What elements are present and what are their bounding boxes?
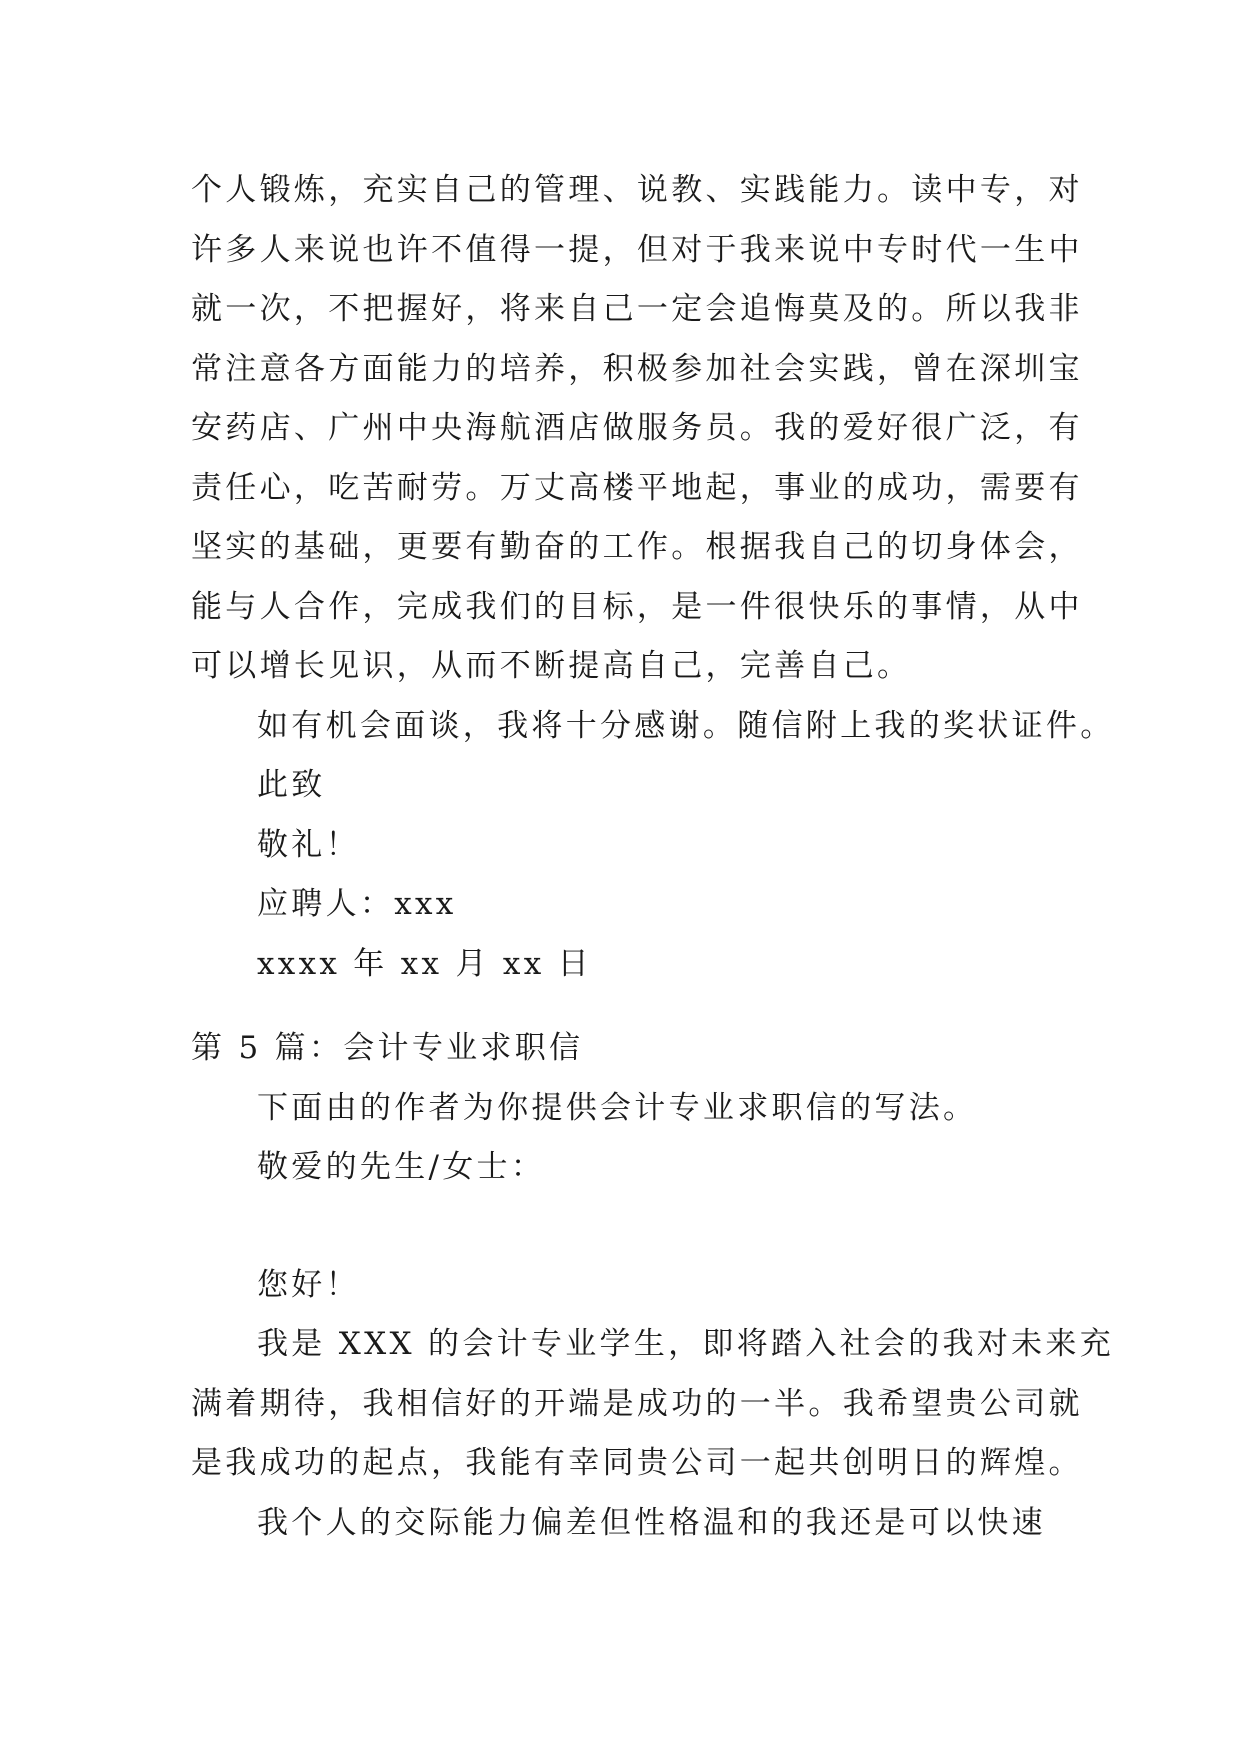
text-line: 安药店、广州中央海航酒店做服务员。我的爱好很广泛，有 xyxy=(191,410,1083,446)
spacer xyxy=(191,994,1071,1019)
salutation: 敬爱的先生/女士： xyxy=(257,1149,546,1185)
closing-phrase: 此致 xyxy=(257,767,326,803)
paragraph-self-introduction xyxy=(191,161,1083,697)
interview-thanks: 如有机会面谈，我将十分感谢。随信附上我的奖状证件。 xyxy=(257,707,1115,744)
greeting: 您好！ xyxy=(257,1266,360,1303)
text-line: 可以增长见识，从而不断提高自己，完善自己。 xyxy=(191,648,912,684)
text-line: 常注意各方面能力的培养，积极参加社会实践，曾在深圳宝 xyxy=(191,350,1083,387)
document-body xyxy=(191,161,1115,1553)
spacer xyxy=(191,1198,1071,1256)
text-line: 就一次，不把握好，将来自己一定会追悔莫及的。所以我非 xyxy=(191,291,1083,327)
paragraph-personal-ability: 我个人的交际能力偏差但性格温和的我还是可以快速 xyxy=(257,1504,1046,1541)
text-line: 个人锻炼，充实自己的管理、说教、实践能力。读中专，对 xyxy=(191,172,1083,208)
section-title: 第 5 篇：会计专业求职信 xyxy=(191,1030,584,1066)
paragraph-accounting-student xyxy=(191,1315,1115,1494)
text-line: 满着期待，我相信好的开端是成功的一半。我希望贵公司就 xyxy=(191,1385,1083,1422)
section-intro: 下面由的作者为你提供会计专业求职信的写法。 xyxy=(257,1089,978,1126)
text-line: 是我成功的起点，我能有幸同贵公司一起共创明日的辉煌。 xyxy=(191,1445,1083,1481)
text-line: 责任心，吃苦耐劳。万丈高楼平地起，事业的成功，需要有 xyxy=(191,469,1083,506)
text-line: 坚实的基础，更要有勤奋的工作。根据我自己的切身体会， xyxy=(191,529,1083,565)
applicant-signature: 应聘人：xxx xyxy=(257,886,457,922)
text-line: 许多人来说也许不值得一提，但对于我来说中专时代一生中 xyxy=(191,231,1083,268)
letter-date: xxxx 年 xx 月 xx 日 xyxy=(257,945,592,982)
text-line: 能与人合作，完成我们的目标，是一件很快乐的事情，从中 xyxy=(191,588,1083,625)
closing-salute: 敬礼！ xyxy=(257,826,360,863)
text-line: 我是 XXX 的会计专业学生，即将踏入社会的我对未来充 xyxy=(257,1326,1115,1362)
